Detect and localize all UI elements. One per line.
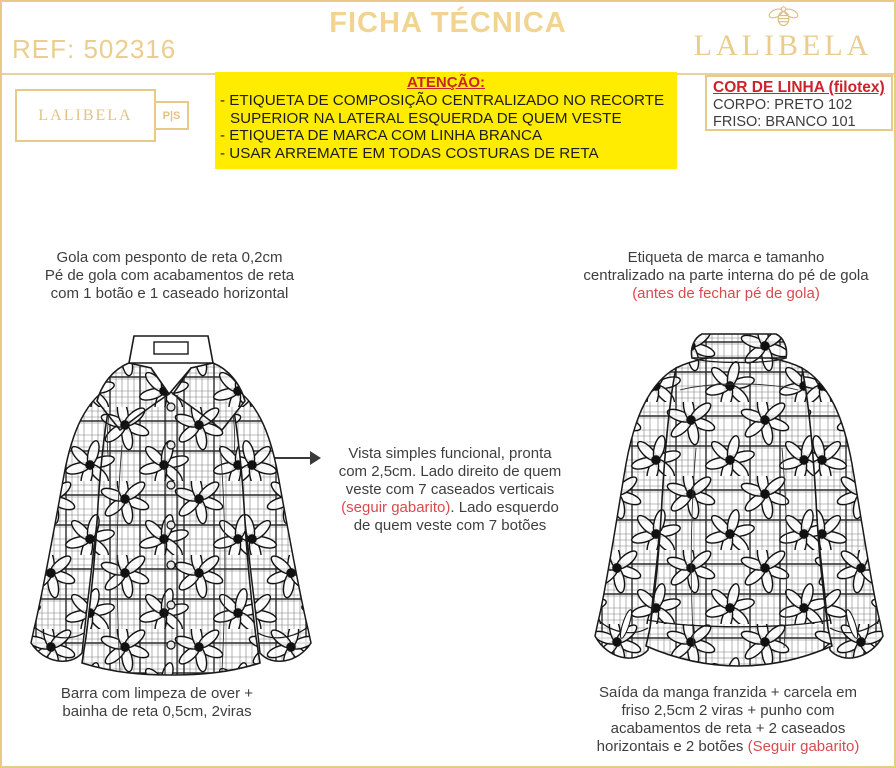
reference-number: REF: 502316 (12, 34, 177, 64)
page-title: FICHA TÉCNICA (329, 7, 567, 39)
annotation-line: veste com 7 caseados verticais (345, 481, 555, 498)
annotation-text: . Lado esquerdo (450, 499, 559, 516)
annotation-line-red: (antes de fechar pé de gola) (632, 285, 820, 302)
thread-color-friso: FRISO: BRANCO 101 (713, 114, 856, 130)
hem-annotation (17, 685, 297, 721)
annotation-line: bainha de reta 0,5cm, 2viras (62, 703, 252, 720)
brand-label-text: LALIBELA (38, 106, 133, 124)
annotation-line: Etiqueta de marca e tamanho (627, 249, 825, 266)
annotation-text: horizontais e 2 botões (596, 738, 748, 755)
attention-item: SUPERIOR NA LATERAL ESQUERDA DE QUEM VESTE (230, 109, 622, 127)
annotation-line: Pé de gola com acabamentos de reta (44, 267, 295, 284)
thread-color-body: CORPO: PRETO 102 (713, 97, 853, 113)
thread-color-title: COR DE LINHA (filotex) (713, 79, 885, 96)
bee-icon (766, 3, 801, 29)
attention-item: - ETIQUETA DE COMPOSIÇÃO CENTRALIZADO NO RECORTE (220, 92, 665, 109)
annotation-line: com 1 botão e 1 caseado horizontal (50, 285, 289, 302)
collar-annotation (17, 249, 322, 303)
annotation-line: friso 2,5cm 2 viras + punho com (621, 702, 835, 719)
annotation-line: Vista simples funcional, pronta (348, 445, 552, 462)
brand-label-box (15, 89, 156, 142)
annotation-line: acabamentos de reta + 2 caseados (610, 720, 846, 737)
brand-wordmark: LALIBELA (693, 29, 873, 62)
annotation-red-note: (seguir gabarito) (341, 499, 451, 516)
shirt-front-drawing (14, 333, 328, 677)
annotation-line: Saída da manga franzida + carcela em (598, 684, 858, 701)
placket-annotation (324, 445, 576, 535)
annotation-line: com 2,5cm. Lado direito de quem (338, 463, 562, 480)
brand-logo (678, 3, 888, 63)
label-annotation (560, 249, 892, 303)
attention-heading: ATENÇÃO: (406, 74, 486, 91)
brand-size-tag: P|S (154, 101, 189, 130)
annotation-line: Barra com limpeza de over + (60, 685, 254, 702)
annotation-line: centralizado na parte interna do pé de gola (583, 267, 869, 284)
annotation-line (324, 499, 576, 517)
attention-item: - ETIQUETA DE MARCA COM LINHA BRANCA (220, 127, 543, 144)
attention-box (215, 72, 677, 169)
annotation-red-note: (Seguir gabarito) (747, 738, 860, 755)
thread-color-box (705, 75, 893, 131)
annotation-line: de quem veste com 7 botões (353, 517, 547, 534)
sleeve-annotation (562, 684, 894, 756)
attention-item: - USAR ARREMATE EM TODAS COSTURAS DE RETA (220, 144, 599, 162)
shirt-back-drawing (580, 328, 896, 680)
annotation-line: Gola com pesponto de reta 0,2cm (56, 249, 283, 266)
annotation-line (562, 738, 894, 756)
